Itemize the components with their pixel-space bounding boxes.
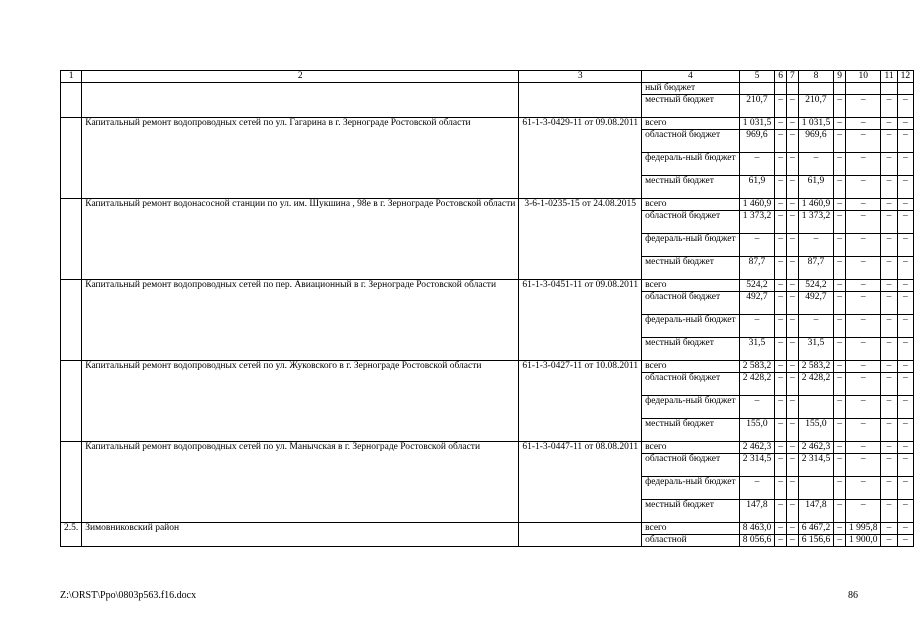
value-cell: –	[881, 234, 897, 257]
value-cell: –	[881, 373, 897, 396]
value-cell: –	[845, 361, 881, 373]
value-cell: –	[786, 454, 798, 477]
value-cell: 492,7	[739, 292, 775, 315]
value-cell: –	[775, 292, 787, 315]
value-cell	[881, 83, 897, 95]
value-cell: –	[834, 454, 846, 477]
value-cell: –	[775, 535, 787, 547]
value-cell: 31,5	[798, 338, 834, 361]
value-cell: –	[897, 477, 914, 500]
value-cell: –	[739, 153, 775, 176]
expertise-code-cell: 61-1-3-0427-11 от 10.08.2011	[519, 361, 642, 442]
value-cell: –	[881, 535, 897, 547]
funding-source-cell: областной бюджет	[642, 292, 740, 315]
row-number-cell	[61, 118, 82, 199]
value-cell	[798, 396, 834, 419]
value-cell: –	[786, 153, 798, 176]
value-cell: 2 462,3	[739, 442, 775, 454]
value-cell: –	[881, 315, 897, 338]
header-cell: 5	[739, 71, 775, 83]
value-cell	[798, 83, 834, 95]
value-cell: –	[775, 454, 787, 477]
value-cell: 2 428,2	[798, 373, 834, 396]
value-cell: 524,2	[798, 280, 834, 292]
funding-source-cell: всего	[642, 280, 740, 292]
funding-source-cell: федераль-ный бюджет	[642, 234, 740, 257]
row-number-cell	[61, 361, 82, 442]
value-cell: –	[775, 396, 787, 419]
expertise-code-cell: 3-6-1-0235-15 от 24.08.2015	[519, 199, 642, 280]
value-cell: –	[897, 280, 914, 292]
funding-source-cell: федераль-ный бюджет	[642, 477, 740, 500]
value-cell: 8 056,6	[739, 535, 775, 547]
value-cell: 147,8	[798, 500, 834, 523]
value-cell: 31,5	[739, 338, 775, 361]
value-cell: 2 583,2	[739, 361, 775, 373]
value-cell: –	[786, 257, 798, 280]
value-cell: –	[786, 361, 798, 373]
value-cell: –	[897, 523, 914, 535]
value-cell: –	[834, 280, 846, 292]
value-cell: –	[897, 153, 914, 176]
funding-source-cell: федераль-ный бюджет	[642, 315, 740, 338]
value-cell: –	[881, 211, 897, 234]
value-cell: –	[834, 234, 846, 257]
value-cell: –	[834, 315, 846, 338]
value-cell	[834, 83, 846, 95]
file-path-footer: Z:\ORST\Ppo\0803p563.f16.docx	[60, 590, 197, 601]
value-cell: –	[798, 315, 834, 338]
value-cell: –	[834, 257, 846, 280]
value-cell: –	[739, 477, 775, 500]
empty-cell	[519, 83, 642, 118]
value-cell: –	[881, 442, 897, 454]
funding-source-cell: всего	[642, 361, 740, 373]
value-cell: 1 900,0	[845, 535, 881, 547]
value-cell: –	[881, 257, 897, 280]
value-cell: –	[834, 419, 846, 442]
row-number-cell	[61, 199, 82, 280]
table-row	[61, 280, 914, 292]
value-cell: –	[881, 361, 897, 373]
value-cell: –	[775, 130, 787, 153]
funding-source-cell: областной бюджет	[642, 454, 740, 477]
value-cell: –	[845, 396, 881, 419]
value-cell: –	[897, 315, 914, 338]
value-cell: 6 156,6	[798, 535, 834, 547]
value-cell: 155,0	[798, 419, 834, 442]
value-cell: –	[845, 500, 881, 523]
value-cell: 1 031,5	[739, 118, 775, 130]
header-cell: 2	[82, 71, 519, 83]
value-cell: 61,9	[739, 176, 775, 199]
row-number-cell: 2.5.	[61, 523, 82, 547]
value-cell: –	[786, 130, 798, 153]
value-cell: –	[786, 419, 798, 442]
funding-source-cell: федераль-ный бюджет	[642, 153, 740, 176]
value-cell: –	[786, 199, 798, 211]
row-number-cell	[61, 442, 82, 523]
expertise-code-cell: 61-1-3-0429-11 от 09.08.2011	[519, 118, 642, 199]
value-cell: –	[897, 361, 914, 373]
table-row	[61, 83, 914, 95]
value-cell: –	[775, 95, 787, 118]
value-cell: –	[775, 419, 787, 442]
expertise-code-cell: 61-1-3-0447-11 от 08.08.2011	[519, 442, 642, 523]
value-cell: –	[845, 477, 881, 500]
value-cell: –	[786, 95, 798, 118]
object-name-cell: Капитальный ремонт водопроводных сетей по ул. Жуковского в г. Зернограде Ростовской области	[82, 361, 519, 442]
value-cell: –	[845, 211, 881, 234]
value-cell: –	[845, 257, 881, 280]
value-cell: –	[775, 176, 787, 199]
value-cell: –	[775, 338, 787, 361]
value-cell: –	[845, 454, 881, 477]
value-cell: 87,7	[739, 257, 775, 280]
district-name-cell: Зимовниковский район	[82, 523, 519, 547]
value-cell: –	[834, 95, 846, 118]
value-cell: –	[798, 153, 834, 176]
header-cell: 11	[881, 71, 897, 83]
table-row	[61, 523, 914, 535]
header-cell: 7	[786, 71, 798, 83]
funding-source-cell: всего	[642, 199, 740, 211]
header-cell: 8	[798, 71, 834, 83]
value-cell: –	[881, 523, 897, 535]
document-table-container	[60, 70, 914, 547]
value-cell: 1 373,2	[739, 211, 775, 234]
value-cell: –	[897, 118, 914, 130]
funding-source-cell: всего	[642, 523, 740, 535]
value-cell: –	[834, 500, 846, 523]
value-cell: –	[881, 176, 897, 199]
value-cell: 2 314,5	[739, 454, 775, 477]
value-cell: –	[775, 523, 787, 535]
value-cell: –	[881, 292, 897, 315]
value-cell: –	[786, 373, 798, 396]
value-cell: –	[739, 396, 775, 419]
value-cell: –	[845, 338, 881, 361]
object-name-cell: Капитальный ремонт водопроводных сетей по ул. Гагарина в г. Зернограде Ростовской области	[82, 118, 519, 199]
value-cell: –	[834, 199, 846, 211]
value-cell: 210,7	[798, 95, 834, 118]
funding-source-cell: местный бюджет	[642, 419, 740, 442]
value-cell: –	[881, 454, 897, 477]
value-cell: 6 467,2	[798, 523, 834, 535]
value-cell: –	[897, 176, 914, 199]
value-cell: –	[897, 442, 914, 454]
value-cell: –	[881, 199, 897, 211]
funding-source-cell: всего	[642, 442, 740, 454]
object-name-cell: Капитальный ремонт водопроводных сетей по ул. Манычская в г. Зернограде Ростовской области	[82, 442, 519, 523]
value-cell: –	[786, 280, 798, 292]
value-cell: –	[775, 153, 787, 176]
value-cell: –	[897, 338, 914, 361]
funding-source-cell: областной бюджет	[642, 373, 740, 396]
value-cell: –	[834, 523, 846, 535]
value-cell: –	[834, 361, 846, 373]
budget-table	[60, 70, 914, 547]
empty-cell	[82, 83, 519, 118]
value-cell: –	[834, 535, 846, 547]
value-cell: –	[775, 234, 787, 257]
value-cell: –	[834, 130, 846, 153]
value-cell: –	[897, 95, 914, 118]
value-cell: –	[897, 130, 914, 153]
value-cell: –	[775, 315, 787, 338]
value-cell: –	[897, 211, 914, 234]
value-cell: –	[775, 257, 787, 280]
value-cell: –	[845, 442, 881, 454]
funding-source-cell: местный бюджет	[642, 257, 740, 280]
funding-source-cell: федераль-ный бюджет	[642, 396, 740, 419]
value-cell: 87,7	[798, 257, 834, 280]
value-cell: –	[845, 292, 881, 315]
value-cell: –	[845, 118, 881, 130]
value-cell: –	[775, 361, 787, 373]
value-cell: –	[897, 535, 914, 547]
funding-source-cell: областной бюджет	[642, 130, 740, 153]
value-cell: –	[786, 535, 798, 547]
value-cell: –	[881, 338, 897, 361]
value-cell: –	[897, 500, 914, 523]
value-cell: –	[845, 199, 881, 211]
value-cell: –	[739, 315, 775, 338]
value-cell: –	[897, 396, 914, 419]
value-cell: –	[786, 118, 798, 130]
value-cell: –	[845, 315, 881, 338]
value-cell: –	[845, 373, 881, 396]
value-cell: –	[834, 153, 846, 176]
empty-cell	[519, 523, 642, 547]
value-cell: 2 314,5	[798, 454, 834, 477]
value-cell: 1 460,9	[739, 199, 775, 211]
header-cell: 10	[845, 71, 881, 83]
value-cell: –	[845, 153, 881, 176]
value-cell: –	[775, 118, 787, 130]
header-cell: 9	[834, 71, 846, 83]
value-cell: –	[845, 176, 881, 199]
value-cell: –	[834, 477, 846, 500]
value-cell: 210,7	[739, 95, 775, 118]
value-cell: –	[786, 500, 798, 523]
value-cell: –	[834, 396, 846, 419]
value-cell: –	[834, 373, 846, 396]
header-cell: 3	[519, 71, 642, 83]
value-cell: –	[834, 211, 846, 234]
value-cell: –	[881, 500, 897, 523]
value-cell	[798, 477, 834, 500]
table-row	[61, 442, 914, 454]
value-cell: 969,6	[798, 130, 834, 153]
value-cell: –	[786, 211, 798, 234]
value-cell: –	[881, 153, 897, 176]
value-cell	[897, 83, 914, 95]
value-cell: –	[881, 130, 897, 153]
value-cell: –	[845, 95, 881, 118]
value-cell: –	[845, 234, 881, 257]
value-cell: –	[845, 130, 881, 153]
funding-source-cell: местный бюджет	[642, 95, 740, 118]
funding-source-cell: местный бюджет	[642, 176, 740, 199]
value-cell: –	[897, 454, 914, 477]
value-cell: –	[897, 292, 914, 315]
funding-source-cell: местный бюджет	[642, 500, 740, 523]
value-cell: –	[786, 396, 798, 419]
object-name-cell: Капитальный ремонт водонасосной станции по ул. им. Шукшина , 98е в г. Зернограде Ростовской области	[82, 199, 519, 280]
value-cell: 155,0	[739, 419, 775, 442]
funding-source-cell: областной	[642, 535, 740, 547]
value-cell: –	[786, 234, 798, 257]
value-cell: –	[897, 419, 914, 442]
value-cell: –	[845, 419, 881, 442]
table-body	[61, 83, 914, 547]
value-cell: –	[881, 280, 897, 292]
header-cell: 1	[61, 71, 82, 83]
value-cell: –	[834, 118, 846, 130]
value-cell: –	[881, 477, 897, 500]
value-cell	[739, 83, 775, 95]
value-cell: –	[834, 338, 846, 361]
value-cell: –	[786, 315, 798, 338]
value-cell: –	[786, 338, 798, 361]
value-cell: –	[897, 199, 914, 211]
value-cell: 524,2	[739, 280, 775, 292]
value-cell: –	[834, 176, 846, 199]
value-cell: –	[881, 118, 897, 130]
funding-source-cell: местный бюджет	[642, 338, 740, 361]
value-cell: 492,7	[798, 292, 834, 315]
value-cell: 1 995,8	[845, 523, 881, 535]
value-cell	[845, 83, 881, 95]
value-cell: 147,8	[739, 500, 775, 523]
value-cell: –	[786, 292, 798, 315]
value-cell: –	[881, 419, 897, 442]
value-cell: 2 583,2	[798, 361, 834, 373]
value-cell: 8 463,0	[739, 523, 775, 535]
row-number-cell	[61, 280, 82, 361]
value-cell: –	[775, 199, 787, 211]
value-cell: –	[834, 442, 846, 454]
value-cell: –	[786, 442, 798, 454]
table-row	[61, 118, 914, 130]
value-cell: 2 428,2	[739, 373, 775, 396]
value-cell: 1 373,2	[798, 211, 834, 234]
value-cell: –	[786, 176, 798, 199]
value-cell: –	[834, 292, 846, 315]
value-cell: –	[775, 442, 787, 454]
value-cell: –	[897, 257, 914, 280]
value-cell: 2 462,3	[798, 442, 834, 454]
value-cell: –	[798, 234, 834, 257]
value-cell: 1 031,5	[798, 118, 834, 130]
value-cell: –	[897, 234, 914, 257]
funding-source-cell: областной бюджет	[642, 211, 740, 234]
value-cell: –	[739, 234, 775, 257]
table-row	[61, 199, 914, 211]
funding-source-cell: ный бюджет	[642, 83, 740, 95]
value-cell: –	[775, 500, 787, 523]
value-cell: 969,6	[739, 130, 775, 153]
header-cell: 12	[897, 71, 914, 83]
value-cell	[786, 83, 798, 95]
value-cell: –	[786, 523, 798, 535]
column-number-header	[61, 71, 914, 83]
value-cell: 61,9	[798, 176, 834, 199]
value-cell: –	[881, 95, 897, 118]
value-cell: –	[881, 396, 897, 419]
value-cell: –	[775, 211, 787, 234]
funding-source-cell: всего	[642, 118, 740, 130]
empty-cell	[61, 83, 82, 118]
value-cell: –	[775, 280, 787, 292]
page-number: 86	[848, 590, 858, 601]
value-cell: 1 460,9	[798, 199, 834, 211]
value-cell: –	[775, 373, 787, 396]
value-cell: –	[897, 373, 914, 396]
header-cell: 4	[642, 71, 740, 83]
value-cell: –	[845, 280, 881, 292]
table-row	[61, 361, 914, 373]
value-cell: –	[786, 477, 798, 500]
expertise-code-cell: 61-1-3-0451-11 от 09.08.2011	[519, 280, 642, 361]
header-cell: 6	[775, 71, 787, 83]
object-name-cell: Капитальный ремонт водопроводных сетей по пер. Авиационный в г. Зернограде Ростовской области	[82, 280, 519, 361]
value-cell: –	[775, 477, 787, 500]
value-cell	[775, 83, 787, 95]
